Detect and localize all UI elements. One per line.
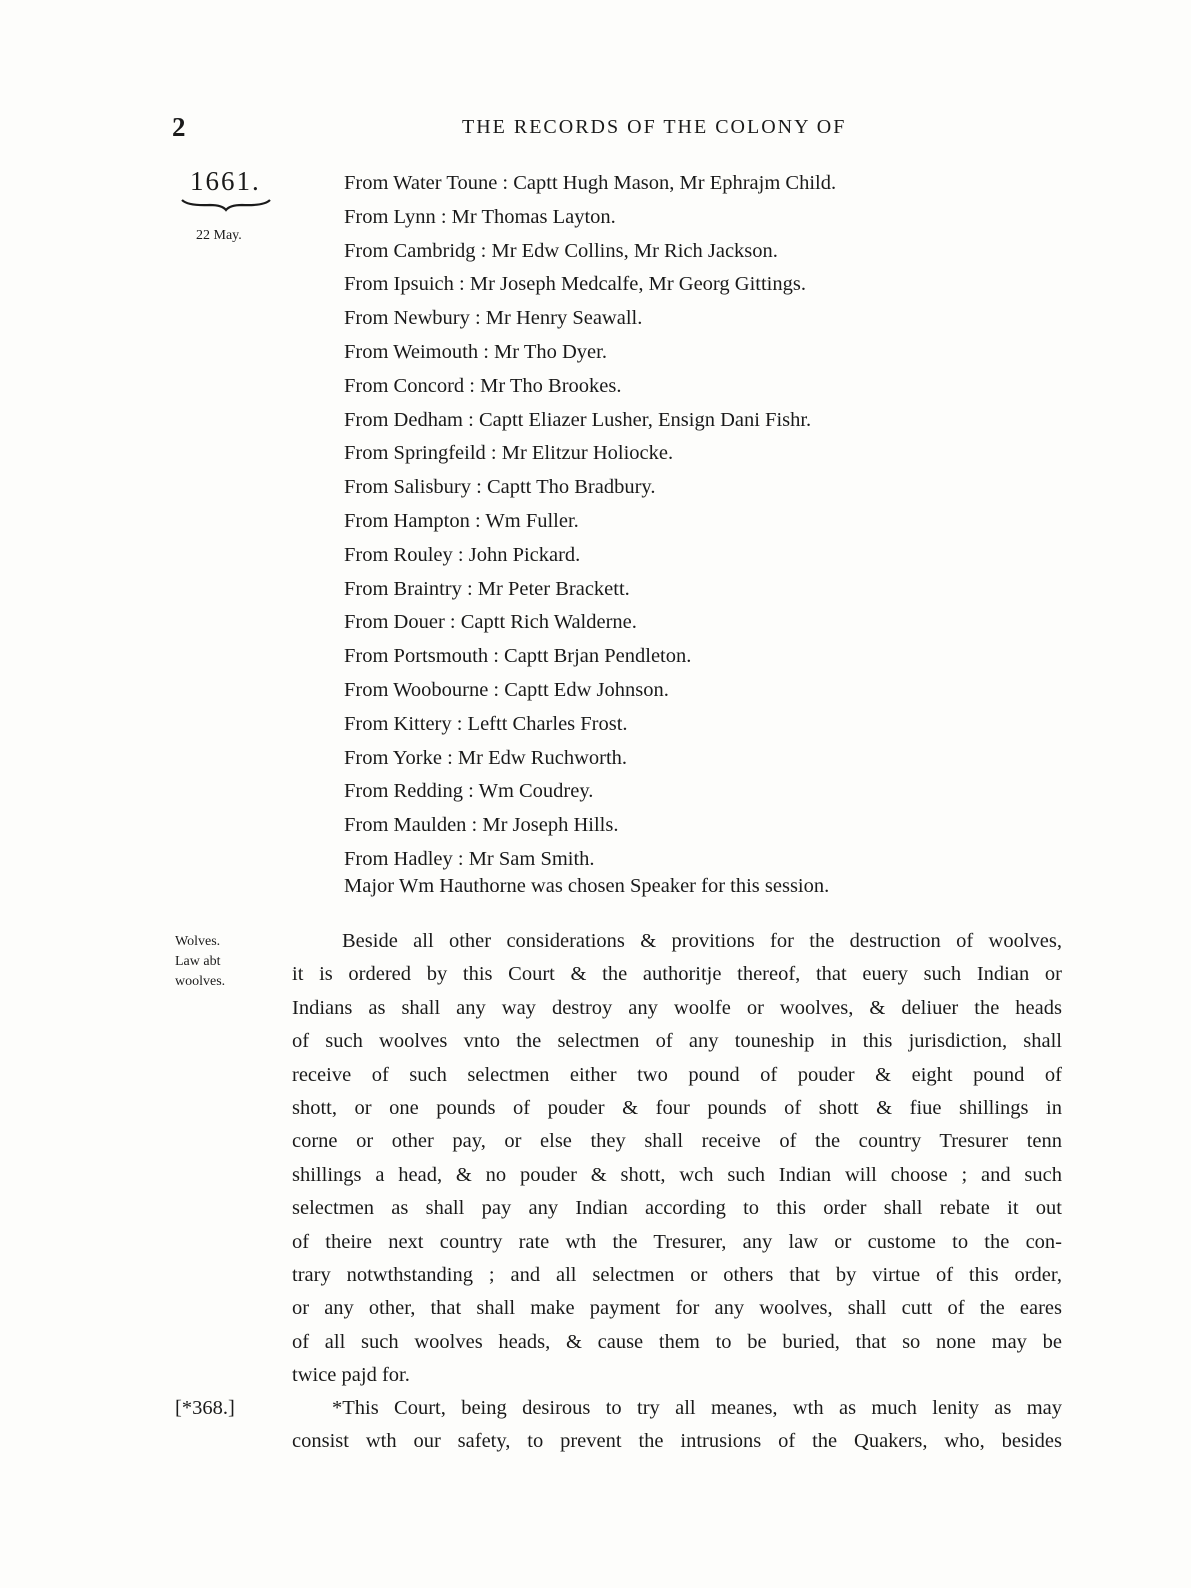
delegate-line: From Woobourne : Captt Edw Johnson. bbox=[344, 678, 669, 701]
delegate-line: From Hadley : Mr Sam Smith. bbox=[344, 847, 595, 870]
delegate-line: From Salisbury : Captt Tho Bradbury. bbox=[344, 476, 656, 499]
margin-note-line: Law abt bbox=[175, 954, 221, 969]
delegate-line: From Braintry : Mr Peter Brackett. bbox=[344, 577, 630, 600]
delegate-line: From Weimouth : Mr Tho Dyer. bbox=[344, 340, 607, 363]
paragraph-line: Beside all other considerations & provitions for the destruction of woolves, bbox=[342, 930, 1062, 952]
delegate-line: From Kittery : Leftt Charles Frost. bbox=[344, 712, 628, 735]
margin-year: 1661. bbox=[190, 166, 261, 196]
delegate-line: From Maulden : Mr Joseph Hills. bbox=[344, 814, 619, 837]
margin-note-line: woolves. bbox=[175, 974, 226, 989]
delegate-line: From Ipsuich : Mr Joseph Medcalfe, Mr Georg Gittings. bbox=[344, 273, 806, 296]
delegate-list bbox=[344, 167, 1064, 877]
paragraph-line: corne or other pay, or else they shall receive of the country Tresurer tenn bbox=[292, 1130, 1062, 1153]
paragraph-line: of theire next country rate wth the Tresurer, any law or custome to the con- bbox=[292, 1230, 1062, 1253]
brace-ornament bbox=[180, 196, 272, 212]
delegate-line: From Yorke : Mr Edw Ruchworth. bbox=[344, 746, 628, 769]
delegate-line: From Water Toune : Captt Hugh Mason, Mr Ephrajm Child. bbox=[344, 172, 837, 194]
paragraph-wolves-law bbox=[292, 925, 1062, 1392]
delegate-line: From Concord : Mr Tho Brookes. bbox=[344, 374, 622, 397]
delegate-line: From Dedham : Captt Eliazer Lusher, Ensign Dani Fishr. bbox=[344, 408, 812, 431]
paragraph-line: or any other, that shall make payment for any woolves, shall cutt of the eares bbox=[292, 1297, 1062, 1320]
delegate-line: From Redding : Wm Coudrey. bbox=[344, 780, 594, 803]
paragraph-line: of such woolves vnto the selectmen of any touneship in this jurisdiction, shall bbox=[292, 1030, 1062, 1053]
paragraph-line: consist wth our safety, to prevent the intrusions of the Quakers, who, besides bbox=[292, 1430, 1062, 1453]
paragraph-line: of all such woolves heads, & cause them to be buried, that so none may be bbox=[292, 1330, 1062, 1353]
paragraph-line: *This Court, being desirous to try all meanes, wth as much lenity as may bbox=[332, 1397, 1062, 1419]
speaker-line: Major Wm Hauthorne was chosen Speaker for this session. bbox=[344, 875, 830, 897]
delegate-line: From Portsmouth : Captt Brjan Pendleton. bbox=[344, 645, 692, 668]
paragraph-line: twice pajd for. bbox=[292, 1364, 410, 1387]
delegate-line: From Newbury : Mr Henry Seawall. bbox=[344, 307, 643, 330]
paragraph-line: shott, or one pounds of pouder & four pounds of shott & fiue shillings in bbox=[292, 1096, 1062, 1119]
margin-note-wolves bbox=[175, 932, 255, 992]
paragraph-line: receive of such selectmen either two pound of pouder & eight pound of bbox=[292, 1063, 1062, 1086]
paragraph-line: selectmen as shall pay any Indian according to this order shall rebate it out bbox=[292, 1197, 1062, 1220]
page-header bbox=[172, 112, 1052, 142]
delegate-line: From Douer : Captt Rich Walderne. bbox=[344, 611, 637, 634]
paragraph-line: shillings a head, & no pouder & shott, wch such Indian will choose ; and such bbox=[292, 1163, 1062, 1186]
running-title: THE RECORDS OF THE COLONY OF bbox=[462, 116, 847, 138]
delegate-line: From Rouley : John Pickard. bbox=[344, 543, 581, 566]
paragraph-line: Indians as shall any way destroy any woolfe or woolves, & deliuer the heads bbox=[292, 996, 1062, 1019]
paragraph-line: trary notwthstanding ; and all selectmen or others that by virtue of this order, bbox=[292, 1263, 1062, 1286]
paragraph-quakers bbox=[292, 1392, 1062, 1459]
delegate-line: From Hampton : Wm Fuller. bbox=[344, 509, 579, 532]
margin-note-line: Wolves. bbox=[175, 934, 221, 949]
delegate-line: From Springfeild : Mr Elitzur Holiocke. bbox=[344, 442, 674, 465]
delegate-line: From Cambridg : Mr Edw Collins, Mr Rich Jackson. bbox=[344, 239, 778, 262]
page-number: 2 bbox=[172, 112, 186, 142]
paragraph-line: it is ordered by this Court & the authoritje thereof, that euery such Indian or bbox=[292, 963, 1062, 986]
delegate-line: From Lynn : Mr Thomas Layton. bbox=[344, 205, 616, 228]
original-page-reference: [*368.] bbox=[175, 1397, 235, 1419]
margin-date: 22 May. bbox=[196, 228, 242, 243]
